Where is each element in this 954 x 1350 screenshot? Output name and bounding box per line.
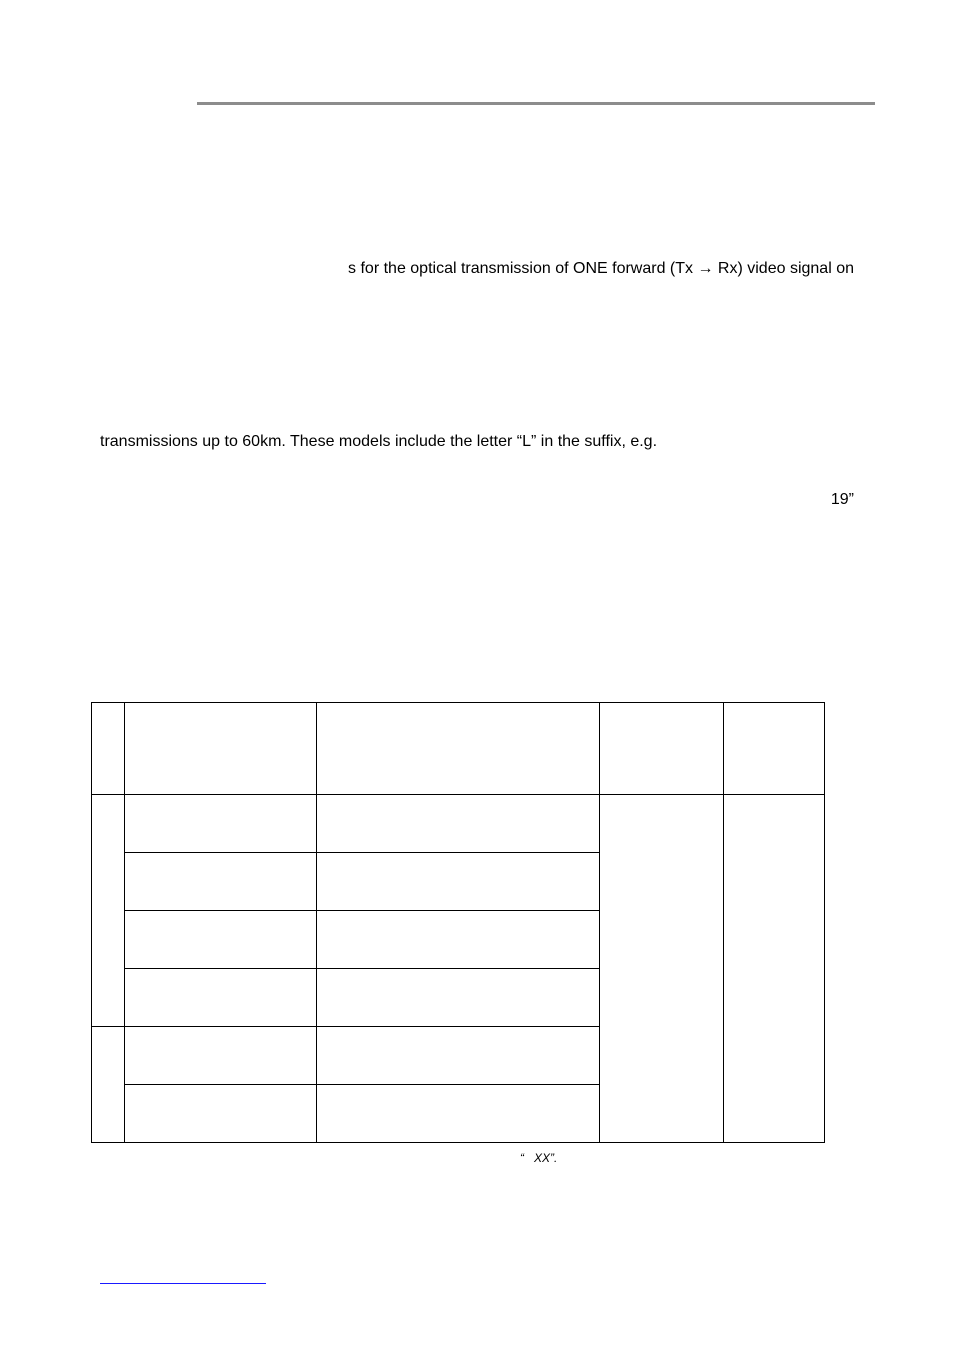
footnote-close: ”. <box>550 1151 558 1165</box>
table-cell <box>317 1085 600 1143</box>
table-cell <box>317 853 600 911</box>
group-cell <box>92 1027 125 1143</box>
footer-link-underline[interactable] <box>100 1283 266 1284</box>
long-distance-text-line: transmissions up to 60km. These models include the letter “L” in the suffix, e.g. <box>100 433 658 450</box>
table-cell <box>317 911 600 969</box>
merged-cell <box>600 795 724 1143</box>
table-cell <box>125 1085 317 1143</box>
table-row <box>92 795 825 853</box>
table-cell <box>125 1027 317 1085</box>
footnote-code: XX <box>534 1151 551 1165</box>
table-header-cell <box>724 703 825 795</box>
footnote-open-quote: “ <box>520 1151 524 1165</box>
header-rule <box>197 102 875 105</box>
table-header-cell <box>92 703 125 795</box>
table-cell <box>317 969 600 1027</box>
table-cell <box>125 911 317 969</box>
table-cell <box>125 969 317 1027</box>
group-cell <box>92 795 125 1027</box>
table-footnote <box>520 1151 557 1165</box>
table-cell <box>125 853 317 911</box>
table-cell <box>317 795 600 853</box>
table-header-cell <box>125 703 317 795</box>
table-header-cell <box>317 703 600 795</box>
table-header-cell <box>600 703 724 795</box>
rack-size-text: 19” <box>830 491 854 508</box>
model-table <box>91 702 825 1143</box>
intro-text-line: s for the optical transmission of ONE forward (Tx → Rx) video signal on <box>348 260 854 277</box>
merged-cell <box>724 795 825 1143</box>
table-header-row <box>92 703 825 795</box>
table-cell <box>125 795 317 853</box>
table-cell <box>317 1027 600 1085</box>
